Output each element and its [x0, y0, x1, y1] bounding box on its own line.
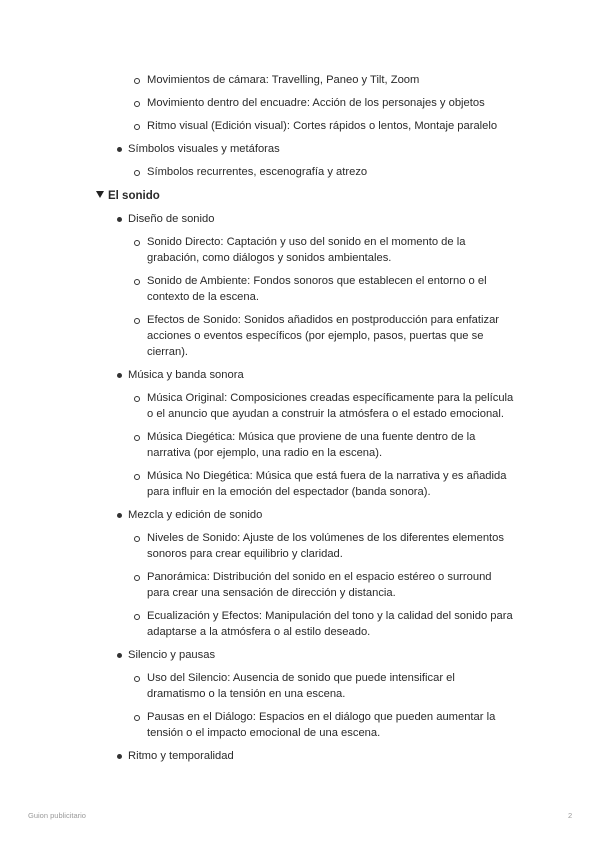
- bullet-dot-icon: [117, 373, 122, 378]
- list-item: Movimientos de cámara: Travelling, Paneo y Tilt, Zoom: [147, 74, 420, 86]
- list-item: Uso del Silencio: Ausencia de sonido que puede intensificar el: [147, 672, 455, 684]
- bullet-circle-icon: [134, 614, 140, 620]
- list-item: Música y banda sonora: [128, 369, 244, 381]
- list-item: Panorámica: Distribución del sonido en el espacio estéreo o surround: [147, 571, 492, 583]
- list-item: Sonido de Ambiente: Fondos sonoros que establecen el entorno o el: [147, 275, 487, 287]
- list-item: Ecualización y Efectos: Manipulación del tono y la calidad del sonido para: [147, 610, 513, 622]
- list-item: Niveles de Sonido: Ajuste de los volúmenes de los diferentes elementos: [147, 532, 504, 544]
- list-item: Símbolos visuales y metáforas: [128, 143, 280, 155]
- list-item-continuation: dramatismo o la tensión en una escena.: [147, 688, 346, 700]
- list-item: Música No Diegética: Música que está fuera de la narrativa y es añadida: [147, 470, 507, 482]
- list-item: Ritmo y temporalidad: [128, 750, 234, 762]
- bullet-circle-icon: [134, 575, 140, 581]
- list-item: Símbolos recurrentes, escenografía y atrezo: [147, 166, 368, 178]
- list-item-continuation: sonoros para crear equilibrio y claridad.: [147, 548, 343, 560]
- list-item: Silencio y pausas: [128, 649, 216, 661]
- bullet-circle-icon: [134, 318, 140, 324]
- bullet-circle-icon: [134, 124, 140, 130]
- bullet-circle-icon: [134, 101, 140, 107]
- bullet-circle-icon: [134, 676, 140, 682]
- page-number: 2: [568, 811, 573, 820]
- list-item: Movimiento dentro del encuadre: Acción de los personajes y objetos: [147, 97, 485, 109]
- bullet-circle-icon: [134, 536, 140, 542]
- list-item-continuation: cierran).: [147, 346, 189, 358]
- bullet-circle-icon: [134, 279, 140, 285]
- bullet-dot-icon: [117, 513, 122, 518]
- list-item: Música Diegética: Música que proviene de una fuente dentro de la: [147, 431, 476, 443]
- heading-label: El sonido: [108, 190, 160, 202]
- bullet-circle-icon: [134, 435, 140, 441]
- bullet-circle-icon: [134, 396, 140, 402]
- list-item: Mezcla y edición de sonido: [128, 509, 263, 521]
- list-item: Ritmo visual (Edición visual): Cortes rápidos o lentos, Montaje paralelo: [147, 120, 498, 132]
- bullet-circle-icon: [134, 715, 140, 721]
- list-item-continuation: acciones o eventos específicos (por ejemplo, pasos, puertas que se: [147, 330, 484, 342]
- list-item: Efectos de Sonido: Sonidos añadidos en postproducción para enfatizar: [147, 314, 500, 326]
- bullet-dot-icon: [117, 147, 122, 152]
- bullet-circle-icon: [134, 170, 140, 176]
- footer-title: Guion publicitario: [28, 811, 86, 820]
- list-item-continuation: tensión o el impacto emocional de una escena.: [147, 727, 381, 739]
- bullet-dot-icon: [117, 754, 122, 759]
- list-item-continuation: adaptarse a la atmósfera o al estilo deseado.: [147, 626, 371, 638]
- list-item-continuation: o el anuncio que ayudan a construir la atmósfera o el estado emocional.: [147, 408, 504, 420]
- bullet-circle-icon: [134, 240, 140, 246]
- list-item-continuation: narrativa (por ejemplo, una radio en la escena).: [147, 447, 383, 459]
- toggle-heading[interactable]: [96, 188, 160, 204]
- bullet-dot-icon: [117, 217, 122, 222]
- list-item-continuation: grabación, como diálogos y sonidos ambientales.: [147, 252, 392, 264]
- list-item: Pausas en el Diálogo: Espacios en el diálogo que pueden aumentar la: [147, 711, 496, 723]
- list-item: Música Original: Composiciones creadas específicamente para la película: [147, 392, 514, 404]
- list-item: Diseño de sonido: [128, 213, 215, 225]
- triangle-down-icon[interactable]: [96, 191, 104, 198]
- bullet-dot-icon: [117, 653, 122, 658]
- bullet-circle-icon: [134, 474, 140, 480]
- list-item: Sonido Directo: Captación y uso del sonido en el momento de la: [147, 236, 466, 248]
- list-item-continuation: para crear una sensación de dirección y distancia.: [147, 587, 396, 599]
- bullet-circle-icon: [134, 78, 140, 84]
- list-item-continuation: para influir en la emoción del espectador (banda sonora).: [147, 486, 431, 498]
- list-item-continuation: contexto de la escena.: [147, 291, 259, 303]
